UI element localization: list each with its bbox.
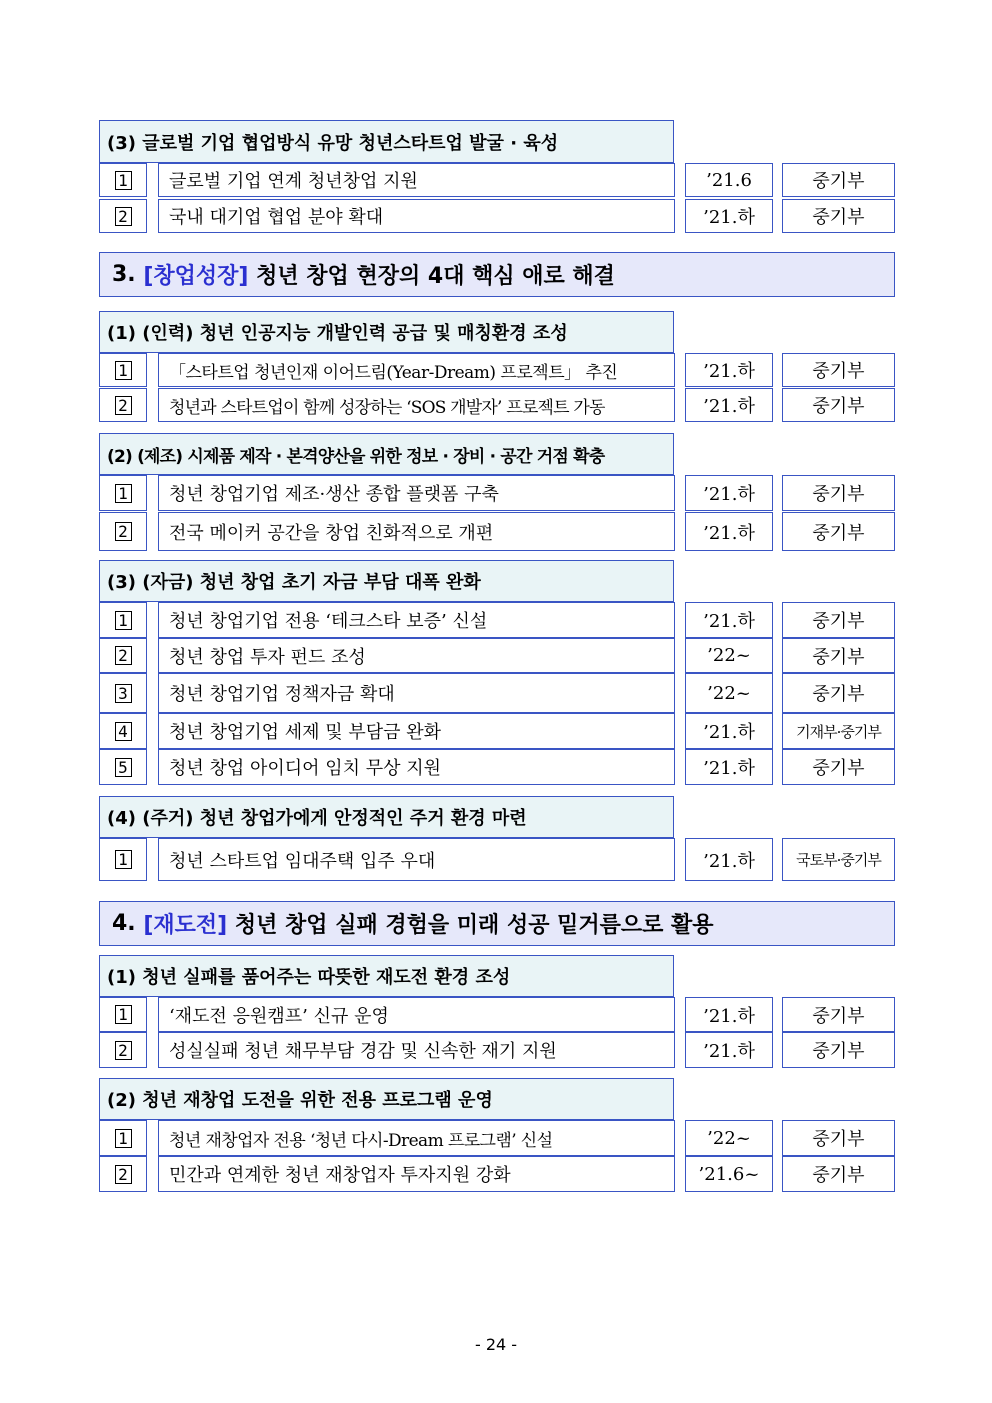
task-text: 「스타트업 청년인재 이어드림(Year-Dream) 프로젝트」 추진 [158,353,675,387]
task-date: ’21.하 [685,475,773,511]
task-row [99,1032,895,1068]
task-date: ’21.하 [685,388,773,422]
task-org: 중기부 [782,388,895,422]
task-org: 중기부 [782,353,895,387]
task-text: 청년 창업기업 전용 ‘테크스타 보증’ 신설 [158,602,675,638]
task-date: ’22~ [685,1120,773,1156]
task-number: 1 [99,1120,147,1156]
task-text: 청년 창업기업 정책자금 확대 [158,673,675,713]
task-row [99,838,895,881]
task-text: 국내 대기업 협업 분야 확대 [158,199,675,233]
subhead-global-startup: (3) 글로벌 기업 협업방식 유망 청년스타트업 발굴 · 육성 [99,120,674,163]
task-org: 중기부 [782,163,895,197]
task-org: 중기부 [782,1120,895,1156]
heading-title: 청년 창업 실패 경험을 미래 성공 밑거름으로 활용 [234,913,714,938]
task-date: ’21.하 [685,199,773,233]
task-text: 민간과 연계한 청년 재창업자 투자지원 강화 [158,1156,675,1192]
task-row [99,199,895,233]
task-text: 청년 창업 아이디어 임치 무상 지원 [158,749,675,785]
task-number: 2 [99,1032,147,1068]
heading-number: 3. [112,262,136,287]
task-text: 청년과 스타트업이 함께 성장하는 ‘SOS 개발자’ 프로젝트 가동 [158,388,675,422]
task-number: 4 [99,713,147,749]
task-text: 청년 창업기업 제조·생산 종합 플랫폼 구축 [158,475,675,511]
task-date: ’21.하 [685,749,773,785]
task-row [99,749,895,785]
task-text: 청년 재창업자 전용 ‘청년 다시-Dream 프로그램’ 신설 [158,1120,675,1156]
subhead-housing: (4) (주거) 청년 창업가에게 안정적인 주거 환경 마련 [99,796,674,838]
task-number: 1 [99,353,147,387]
task-number: 3 [99,673,147,713]
task-text: 전국 메이커 공간을 창업 친화적으로 개편 [158,512,675,551]
task-org: 중기부 [782,997,895,1032]
task-date: ’21.하 [685,997,773,1032]
subhead-restart: (2) 청년 재창업 도전을 위한 전용 프로그램 운영 [99,1078,674,1120]
task-number: 2 [99,638,147,673]
task-row [99,713,895,749]
task-org: 중기부 [782,749,895,785]
task-number: 1 [99,602,147,638]
task-row [99,388,895,422]
task-org: 중기부 [782,512,895,551]
task-number: 1 [99,163,147,197]
heading-tag: [창업성장] [143,264,249,289]
section-heading-4 [99,901,895,946]
task-org: 국토부·중기부 [782,838,895,881]
task-row [99,475,895,511]
task-org: 중기부 [782,602,895,638]
task-row [99,997,895,1032]
task-org: 기재부·중기부 [782,713,895,749]
task-row [99,163,895,197]
task-row [99,1156,895,1192]
task-date: ’22~ [685,673,773,713]
task-number: 2 [99,199,147,233]
heading-number: 4. [112,911,136,936]
task-text: 청년 창업 투자 펀드 조성 [158,638,675,673]
task-row [99,638,895,673]
task-row [99,673,895,713]
task-number: 2 [99,388,147,422]
task-number: 2 [99,1156,147,1192]
task-text: 청년 창업기업 세제 및 부담금 완화 [158,713,675,749]
task-number: 1 [99,838,147,881]
task-date: ’21.6 [685,163,773,197]
task-row [99,1120,895,1156]
task-date: ’21.하 [685,838,773,881]
task-date: ’21.하 [685,602,773,638]
task-date: ’21.하 [685,713,773,749]
task-row [99,512,895,551]
task-number: 1 [99,475,147,511]
task-date: ’21.하 [685,1032,773,1068]
task-text: 청년 스타트업 임대주택 입주 우대 [158,838,675,881]
task-date: ’21.하 [685,512,773,551]
section-heading-3 [99,252,895,297]
task-org: 중기부 [782,475,895,511]
task-text: 글로벌 기업 연계 청년창업 지원 [158,163,675,197]
task-number: 1 [99,997,147,1032]
heading-tag: [재도전] [143,913,228,938]
task-row [99,602,895,638]
task-org: 중기부 [782,1156,895,1192]
heading-title: 청년 창업 현장의 4대 핵심 애로 해결 [256,264,615,289]
subhead-failure: (1) 청년 실패를 품어주는 따뜻한 재도전 환경 조성 [99,955,674,997]
page-number: - 24 - [474,1335,518,1354]
task-org: 중기부 [782,673,895,713]
task-row [99,353,895,387]
task-date: ’21.6~ [685,1156,773,1192]
subhead-talent: (1) (인력) 청년 인공지능 개발인력 공급 및 매칭환경 조성 [99,311,674,353]
task-date: ’21.하 [685,353,773,387]
task-org: 중기부 [782,1032,895,1068]
task-date: ’22~ [685,638,773,673]
task-org: 중기부 [782,638,895,673]
subhead-manufacturing: (2) (제조) 시제품 제작 · 본격양산을 위한 정보 · 장비 · 공간 거점 확충 [99,433,674,475]
task-number: 5 [99,749,147,785]
task-text: ‘재도전 응원캠프’ 신규 운영 [158,997,675,1032]
task-number: 2 [99,512,147,551]
task-text: 성실실패 청년 채무부담 경감 및 신속한 재기 지원 [158,1032,675,1068]
subhead-funding: (3) (자금) 청년 창업 초기 자금 부담 대폭 완화 [99,560,674,602]
task-org: 중기부 [782,199,895,233]
